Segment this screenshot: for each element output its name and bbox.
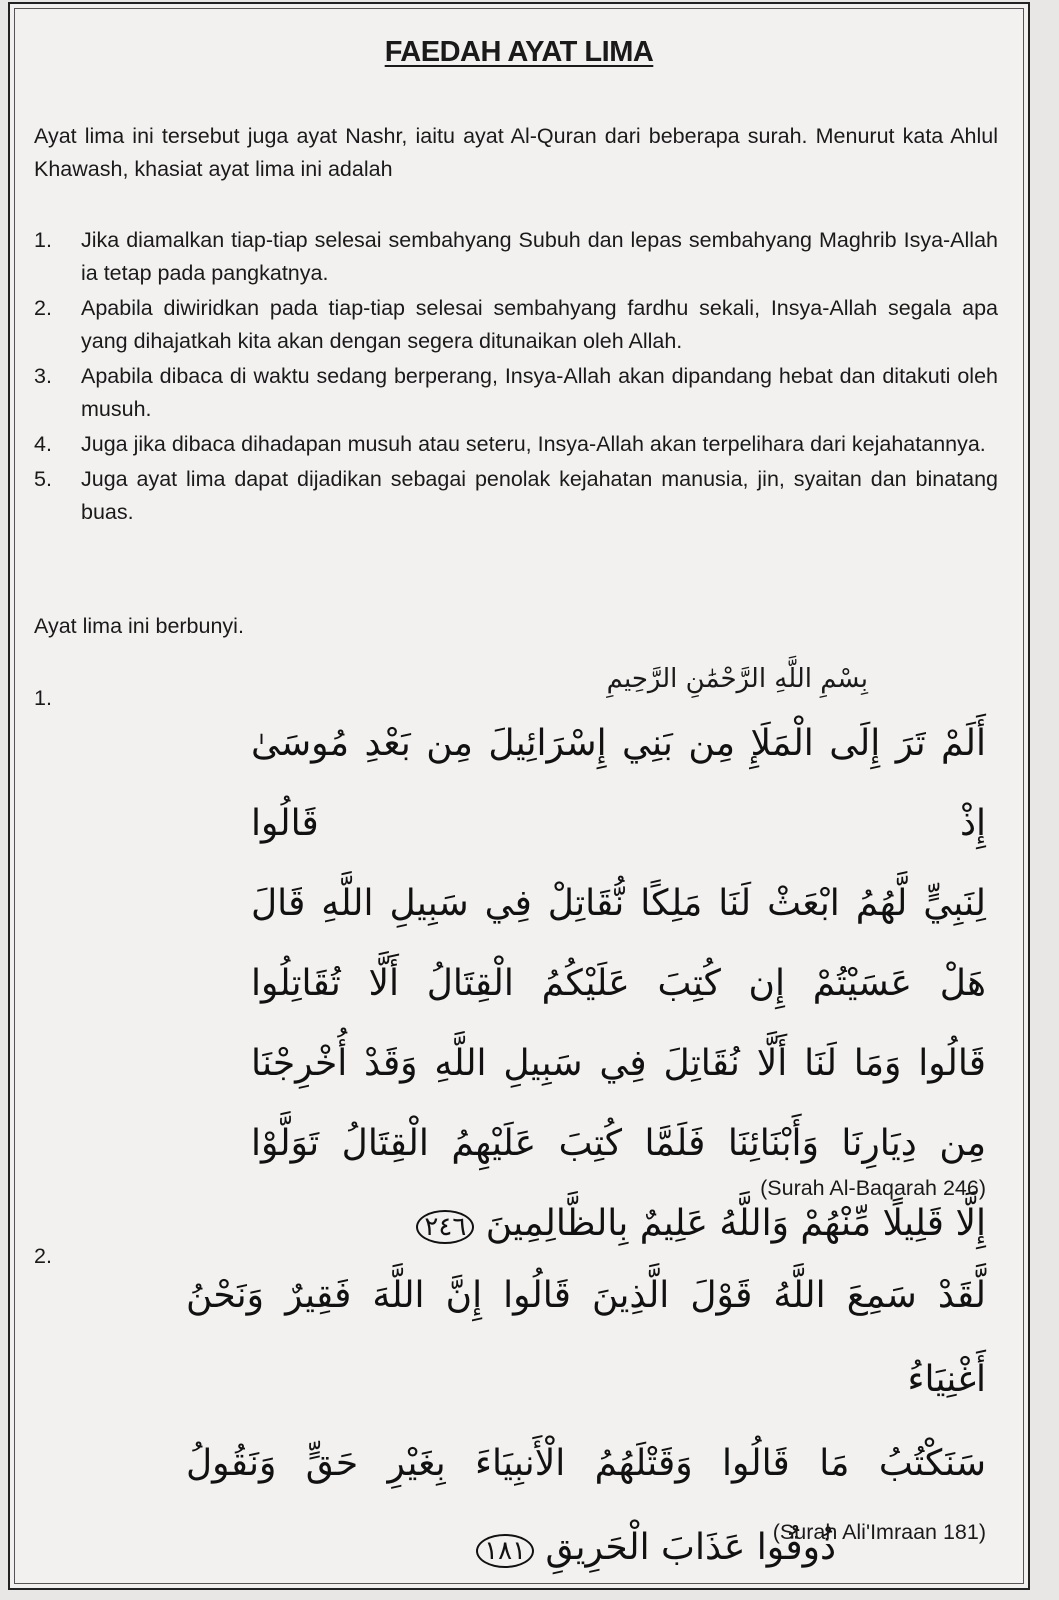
list-number: 4. [34, 432, 52, 456]
arabic-line: أَلَمْ تَرَ إِلَى الْمَلَإِ مِن بَنِي إِسْرَائِيلَ مِن بَعْدِ مُوسَىٰ إِذْ قَالُوا [251, 723, 986, 844]
benefits-list [34, 224, 998, 531]
list-text: Jika diamalkan tiap-tiap selesai sembahyang Subuh dan lepas sembahyang Maghrib Isya-Allah ia tetap pada pangkatnya. [81, 228, 998, 285]
list-item [34, 224, 998, 290]
arabic-line: قَالُوا وَمَا لَنَا أَلَّا نُقَاتِلَ فِي سَبِيلِ اللَّهِ وَقَدْ أُخْرِجْنَا [251, 1043, 986, 1084]
arabic-text: إِلَّا قَلِيلًا مِّنْهُمْ وَاللَّهُ عَلِيمٌ بِالظَّالِمِينَ [485, 1203, 986, 1244]
document-page [8, 2, 1030, 1590]
list-item [34, 292, 998, 358]
arabic-line: مِن دِيَارِنَا وَأَبْنَائِنَا فَلَمَّا كُتِبَ عَلَيْهِمُ الْقِتَالُ تَوَلَّوْا [251, 1123, 986, 1164]
verse-number: 1. [34, 686, 52, 710]
list-text: Apabila dibaca di waktu sedang berperang, Insya-Allah akan dipandang hebat dan ditakuti oleh musuh. [81, 364, 998, 421]
list-text: Juga ayat lima dapat dijadikan sebagai penolak kejahatan manusia, jin, syaitan dan binatang buas. [81, 467, 998, 524]
citation: (Surah Ali'Imraan 181) [772, 1520, 986, 1544]
arabic-line: هَلْ عَسَيْتُمْ إِن كُتِبَ عَلَيْكُمُ الْقِتَالُ أَلَّا تُقَاتِلُوا [251, 963, 986, 1004]
intro-paragraph: Ayat lima ini tersebut juga ayat Nashr, iaitu ayat Al-Quran dari beberapa surah. Menurut kata Ahlul Khawash, khasiat ayat lima ini adalah [34, 124, 998, 181]
list-item [34, 360, 998, 426]
list-item [34, 463, 998, 529]
list-number: 5. [34, 467, 52, 491]
list-item [34, 428, 998, 461]
list-number: 1. [34, 228, 52, 252]
title-text: FAEDAH AYAT LIMA [384, 36, 654, 68]
page-title [10, 36, 1028, 69]
arabic-line: سَنَكْتُبُ مَا قَالُوا وَقَتْلَهُمُ الْأَنبِيَاءَ بِغَيْرِ حَقٍّ وَنَقُولُ [186, 1443, 986, 1484]
list-number: 3. [34, 364, 52, 388]
list-text: Juga jika dibaca dihadapan musuh atau seteru, Insya-Allah akan terpelihara dari kejahatannya. [81, 432, 986, 456]
arabic-line: لِنَبِيٍّ لَّهُمُ ابْعَثْ لَنَا مَلِكًا نُّقَاتِلْ فِي سَبِيلِ اللَّهِ قَالَ [251, 883, 986, 924]
list-number: 2. [34, 296, 52, 320]
arabic-text: ذُوقُوا عَذَابَ الْحَرِيقِ [545, 1527, 836, 1568]
citation: (Surah Al-Baqarah 246) [760, 1176, 986, 1200]
list-text: Apabila diwiridkan pada tiap-tiap selesai sembahyang fardhu sekali, Insya-Allah segala apa yang dihajatkah kita akan dengan segera ditunaikan oleh Allah. [81, 296, 998, 353]
ayah-number-marker: ١٨١ [476, 1534, 534, 1568]
verse-number: 2. [34, 1244, 52, 1268]
ayah-number-marker: ٢٤٦ [416, 1210, 474, 1244]
verses-intro: Ayat lima ini berbunyi. [34, 614, 244, 638]
arabic-line: لَّقَدْ سَمِعَ اللَّهُ قَوْلَ الَّذِينَ قَالُوا إِنَّ اللَّهَ فَقِيرٌ وَنَحْنُ أَغْنِيَاءُ [186, 1275, 986, 1400]
basmala: بِسْمِ اللَّهِ الرَّحْمَٰنِ الرَّحِيمِ [606, 664, 868, 694]
